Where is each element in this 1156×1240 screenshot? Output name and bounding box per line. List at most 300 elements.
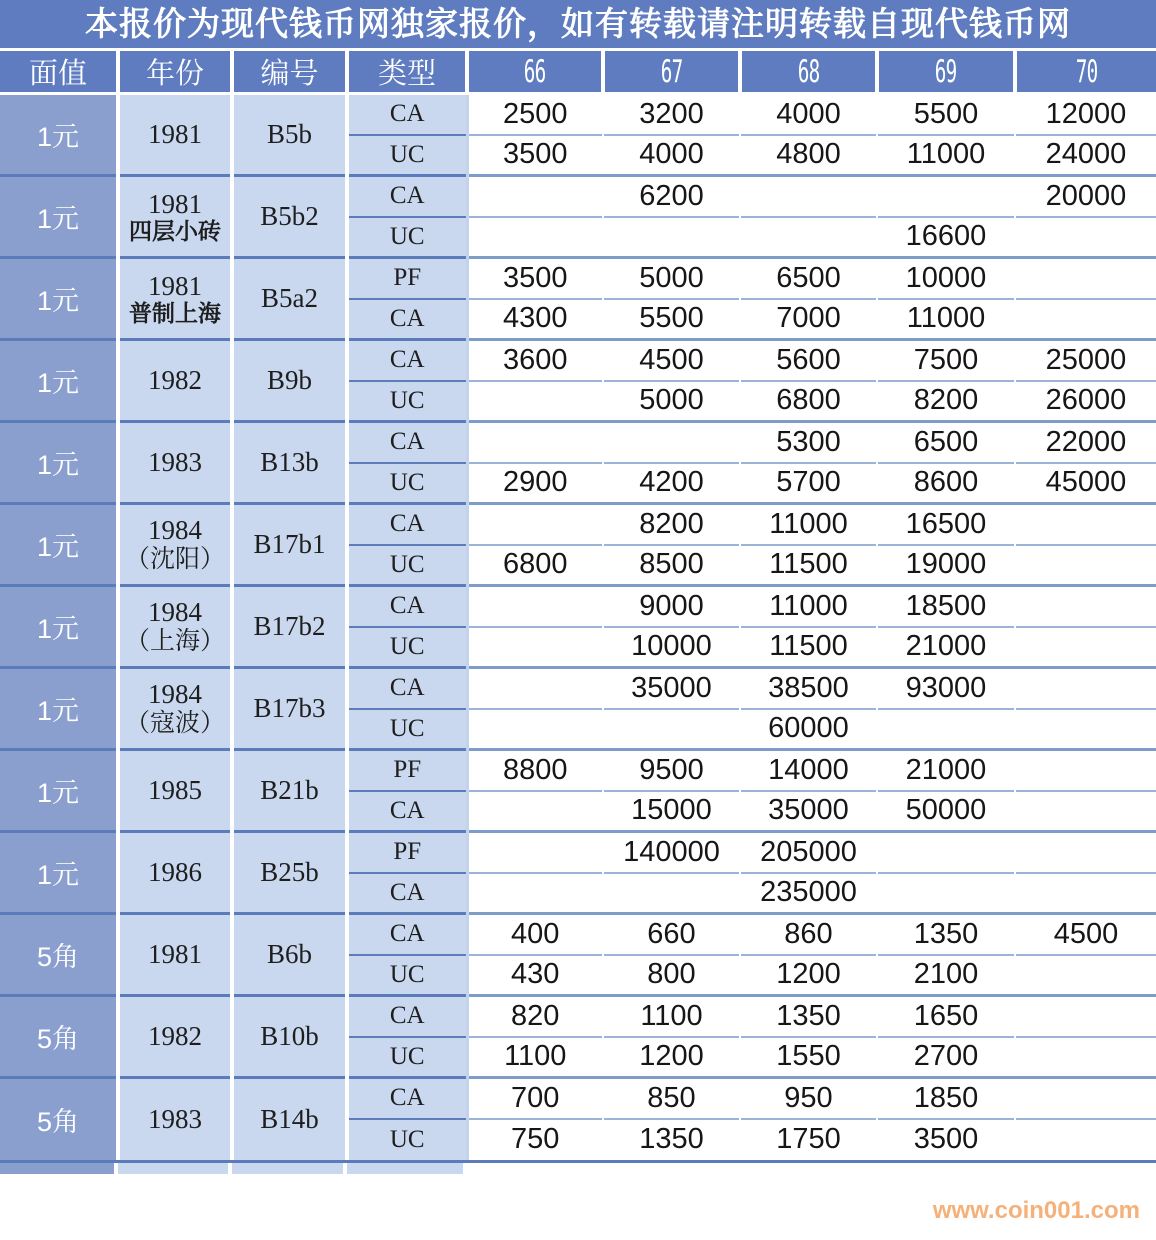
partial-face-cell [0, 1163, 118, 1174]
face-cell [0, 750, 118, 832]
year-value: 1981 [148, 939, 202, 970]
price-value: 6800 [776, 384, 841, 417]
type-cell [347, 1119, 467, 1160]
price-value: 400 [511, 917, 560, 950]
price-value: 25000 [1045, 343, 1127, 376]
code-value: B9b [266, 365, 312, 395]
price-value: 8200 [639, 507, 704, 540]
price-cell [877, 299, 1015, 340]
type-cell [347, 996, 467, 1037]
price-value: 860 [784, 917, 833, 950]
price-cell [1015, 299, 1156, 340]
price-value: 9000 [639, 589, 704, 622]
type-value: UC [389, 960, 425, 988]
price-table [0, 51, 1156, 1160]
price-cell [740, 340, 877, 381]
table-row [0, 668, 1156, 709]
type-value: CA [389, 674, 425, 702]
price-cell [740, 668, 877, 709]
type-value: CA [389, 428, 425, 456]
price-cell [467, 873, 603, 914]
column-header-label: 编号 [260, 58, 319, 90]
column-header-grade-67 [603, 51, 740, 94]
price-value: 10000 [905, 261, 987, 294]
code-cell [232, 176, 347, 258]
type-cell [347, 1078, 467, 1119]
code-value: B14b [260, 1103, 319, 1134]
type-cell [347, 1037, 467, 1078]
price-value: 4000 [776, 97, 841, 130]
price-cell [877, 1119, 1015, 1160]
price-value: 3500 [913, 1123, 979, 1155]
price-value: 5600 [776, 343, 841, 376]
price-cell [877, 340, 1015, 381]
price-value: 7000 [776, 302, 841, 335]
price-cell [1015, 627, 1156, 668]
type-value: CA [389, 304, 425, 332]
year-cell [118, 914, 232, 996]
price-value: 45000 [1045, 466, 1127, 499]
price-value: 6500 [913, 425, 979, 458]
code-value: B13b [260, 447, 319, 477]
column-header-year [118, 51, 232, 94]
price-cell [740, 832, 877, 873]
year-note: （上海） [124, 627, 225, 655]
face-cell [0, 258, 118, 340]
code-cell [232, 996, 347, 1078]
price-value: 16500 [905, 507, 987, 540]
price-cell [740, 217, 877, 258]
price-cell [603, 299, 740, 340]
code-cell [232, 914, 347, 996]
price-cell [1015, 955, 1156, 996]
type-value: UC [389, 468, 425, 496]
type-cell [347, 176, 467, 217]
column-header-type [347, 51, 467, 94]
bottom-partial-row [0, 1160, 1156, 1174]
price-cell [740, 750, 877, 791]
price-value: 60000 [768, 712, 849, 745]
price-cell [467, 996, 603, 1037]
price-cell [877, 914, 1015, 955]
price-value: 5500 [913, 97, 979, 130]
price-cell [877, 545, 1015, 586]
price-cell [740, 422, 877, 463]
price-value: 6800 [502, 548, 568, 581]
price-cell [467, 340, 603, 381]
type-cell [347, 832, 467, 873]
price-cell [740, 463, 877, 504]
price-cell [467, 750, 603, 791]
code-value: B17b3 [253, 693, 326, 723]
column-header-grade-70 [1015, 51, 1156, 94]
price-value: 50000 [905, 794, 987, 827]
price-value: 19000 [905, 548, 987, 581]
face-value: 1元 [36, 778, 80, 808]
price-cell [603, 832, 740, 873]
type-value: UC [389, 714, 425, 742]
price-value: 4500 [1053, 917, 1119, 950]
price-cell [467, 832, 603, 873]
year-value: 1981 [148, 270, 202, 301]
type-value: CA [389, 346, 425, 374]
code-value: B17b1 [253, 529, 326, 559]
year-value: 1982 [148, 365, 202, 396]
price-cell [1015, 504, 1156, 545]
face-cell [0, 176, 118, 258]
price-value: 1550 [776, 1040, 841, 1073]
code-value: B10b [260, 1021, 319, 1051]
partial-year-cell [118, 1163, 232, 1174]
price-cell [877, 381, 1015, 422]
price-cell [1015, 135, 1156, 176]
year-cell [118, 996, 232, 1078]
price-cell [603, 791, 740, 832]
code-value: B6b [266, 939, 312, 969]
price-value: 1100 [640, 999, 703, 1032]
price-cell [1015, 668, 1156, 709]
price-cell [1015, 258, 1156, 299]
price-cell [1015, 586, 1156, 627]
type-cell [347, 94, 467, 135]
year-note: 四层小砖 [129, 217, 221, 244]
price-cell [1015, 340, 1156, 381]
price-value: 16600 [905, 220, 987, 253]
type-cell [347, 791, 467, 832]
price-cell [740, 1037, 877, 1078]
type-value: CA [389, 592, 425, 620]
price-cell [467, 914, 603, 955]
price-cell [877, 463, 1015, 504]
price-value: 3500 [502, 138, 568, 171]
face-value: 1元 [36, 122, 80, 152]
price-cell [1015, 463, 1156, 504]
price-cell [740, 504, 877, 545]
price-value: 6500 [776, 261, 841, 294]
price-cell [603, 422, 740, 463]
face-value: 1元 [36, 286, 80, 316]
type-cell [347, 299, 467, 340]
face-cell [0, 668, 118, 750]
price-value: 38500 [768, 671, 849, 704]
price-cell [877, 1078, 1015, 1119]
type-cell [347, 463, 467, 504]
type-value: UC [389, 140, 425, 168]
type-cell [347, 914, 467, 955]
price-cell [877, 217, 1015, 258]
type-cell [347, 873, 467, 914]
price-cell [467, 299, 603, 340]
type-value: CA [389, 100, 425, 128]
price-value: 22000 [1045, 425, 1127, 458]
year-value: 1982 [148, 1021, 202, 1052]
year-cell [118, 504, 232, 586]
price-cell [740, 914, 877, 955]
table-row [0, 996, 1156, 1037]
price-cell [603, 135, 740, 176]
price-cell [740, 709, 877, 750]
face-cell [0, 504, 118, 586]
type-cell [347, 545, 467, 586]
price-cell [1015, 545, 1156, 586]
face-cell [0, 94, 118, 176]
price-cell [877, 258, 1015, 299]
price-cell [877, 955, 1015, 996]
price-value: 1350 [639, 1123, 704, 1155]
code-value: B5b [266, 119, 312, 149]
code-cell [232, 340, 347, 422]
price-cell [467, 504, 603, 545]
price-cell [603, 709, 740, 750]
price-cell [603, 873, 740, 914]
price-value: 950 [784, 1081, 833, 1114]
code-cell [232, 586, 347, 668]
table-row [0, 1078, 1156, 1119]
year-value: 1984 [148, 596, 202, 627]
partial-type-cell [347, 1163, 467, 1174]
price-cell [467, 422, 603, 463]
price-value: 21000 [905, 753, 987, 786]
year-value: 1981 [148, 119, 202, 150]
price-value: 26000 [1045, 384, 1127, 417]
column-header-label: 面值 [28, 58, 87, 90]
price-value: 205000 [760, 835, 857, 868]
price-cell [740, 586, 877, 627]
price-value: 1100 [504, 1040, 567, 1073]
price-value: 9500 [639, 753, 704, 786]
face-value: 1元 [36, 368, 80, 398]
price-value: 7500 [913, 343, 979, 376]
price-value: 2900 [502, 466, 568, 499]
price-cell [1015, 217, 1156, 258]
price-cell [603, 545, 740, 586]
table-row [0, 176, 1156, 217]
price-cell [1015, 996, 1156, 1037]
type-cell [347, 135, 467, 176]
price-value: 800 [647, 958, 696, 991]
page-title: 本报价为现代钱币网独家报价，如有转载请注明转载自现代钱币网 [0, 0, 1156, 48]
table-header-row [0, 51, 1156, 94]
code-cell [232, 750, 347, 832]
year-cell [118, 750, 232, 832]
price-value: 3200 [639, 97, 704, 130]
price-value: 11000 [769, 507, 848, 540]
column-header-label: 70 [1075, 53, 1098, 90]
price-value: 6200 [639, 179, 704, 212]
type-value: UC [389, 386, 425, 414]
type-cell [347, 340, 467, 381]
price-cell [877, 750, 1015, 791]
price-value: 5500 [639, 302, 704, 335]
year-cell [118, 586, 232, 668]
price-cell [740, 873, 877, 914]
code-value: B5b2 [260, 201, 319, 231]
face-value: 1元 [36, 696, 80, 726]
face-cell [0, 914, 118, 996]
year-cell [118, 94, 232, 176]
price-cell [603, 1037, 740, 1078]
face-cell [0, 586, 118, 668]
price-cell [877, 832, 1015, 873]
type-value: CA [389, 1002, 425, 1030]
column-header-face [0, 51, 118, 94]
price-value: 5700 [776, 466, 841, 499]
price-cell [467, 545, 603, 586]
price-cell [603, 1078, 740, 1119]
price-cell [1015, 1078, 1156, 1119]
type-value: UC [389, 1042, 425, 1070]
year-value: 1985 [148, 775, 202, 806]
type-value: UC [389, 632, 425, 660]
year-cell [118, 258, 232, 340]
price-cell [877, 1037, 1015, 1078]
price-value: 21000 [905, 630, 987, 663]
code-cell [232, 832, 347, 914]
year-cell [118, 340, 232, 422]
type-value: CA [389, 182, 425, 210]
price-cell [877, 135, 1015, 176]
code-cell [232, 258, 347, 340]
code-value: B25b [260, 857, 319, 887]
price-cell [467, 1078, 603, 1119]
face-value: 1元 [36, 614, 80, 644]
type-cell [347, 627, 467, 668]
price-value: 430 [511, 958, 560, 991]
price-value: 35000 [768, 794, 849, 827]
partial-data-cell [467, 1163, 1156, 1174]
price-cell [603, 340, 740, 381]
column-header-grade-69 [877, 51, 1015, 94]
price-cell [740, 996, 877, 1037]
price-cell [877, 873, 1015, 914]
price-value: 2500 [502, 97, 568, 130]
price-value: 820 [511, 999, 560, 1032]
year-value: 1983 [148, 1104, 202, 1135]
face-cell [0, 1078, 118, 1160]
face-cell [0, 832, 118, 914]
price-cell [740, 94, 877, 135]
price-value: 11000 [769, 589, 848, 622]
price-cell [603, 504, 740, 545]
face-value: 1元 [36, 450, 80, 480]
price-cell [603, 996, 740, 1037]
year-cell [118, 1078, 232, 1160]
price-cell [1015, 914, 1156, 955]
price-value: 1350 [913, 917, 979, 950]
code-value: B21b [260, 775, 319, 805]
price-cell [740, 545, 877, 586]
type-cell [347, 709, 467, 750]
price-cell [740, 135, 877, 176]
face-value: 5角 [36, 1024, 80, 1054]
year-value: 1981 [148, 188, 202, 219]
price-value: 750 [511, 1123, 560, 1155]
year-cell [118, 176, 232, 258]
type-value: CA [389, 796, 425, 824]
price-cell [877, 586, 1015, 627]
price-value: 8200 [913, 384, 979, 417]
year-value: 1983 [148, 447, 202, 478]
type-value: CA [389, 920, 425, 948]
price-cell [877, 709, 1015, 750]
price-value: 5300 [776, 425, 841, 458]
price-cell [740, 176, 877, 217]
type-value: CA [389, 510, 425, 538]
type-cell [347, 750, 467, 791]
year-note: （沈阳） [124, 545, 225, 573]
face-value: 1元 [36, 532, 80, 562]
price-cell [603, 1119, 740, 1160]
type-value: UC [389, 1125, 425, 1153]
price-value: 2700 [913, 1040, 979, 1073]
price-cell [603, 258, 740, 299]
price-value: 235000 [760, 876, 857, 909]
face-value: 1元 [36, 860, 80, 890]
price-cell [603, 217, 740, 258]
code-cell [232, 668, 347, 750]
price-cell [740, 791, 877, 832]
year-value: 1984 [148, 678, 202, 709]
column-header-label: 66 [524, 53, 546, 90]
table-row [0, 504, 1156, 545]
type-cell [347, 504, 467, 545]
price-cell [467, 258, 603, 299]
price-cell [467, 709, 603, 750]
price-value: 850 [647, 1081, 696, 1114]
price-value: 3500 [502, 261, 568, 294]
year-value: 1986 [148, 857, 202, 888]
column-header-label: 年份 [145, 58, 204, 90]
code-cell [232, 94, 347, 176]
price-cell [1015, 750, 1156, 791]
price-value: 140000 [623, 835, 720, 868]
price-value: 1650 [913, 999, 979, 1032]
price-cell [603, 668, 740, 709]
price-cell [467, 627, 603, 668]
price-cell [603, 586, 740, 627]
type-cell [347, 381, 467, 422]
price-value: 35000 [631, 671, 712, 704]
type-value: PF [393, 264, 422, 292]
type-value: CA [389, 878, 425, 906]
price-cell [877, 94, 1015, 135]
price-cell [1015, 1037, 1156, 1078]
type-value: UC [389, 550, 425, 578]
column-header-label: 67 [660, 53, 683, 90]
price-cell [467, 381, 603, 422]
column-header-label: 类型 [377, 58, 436, 90]
price-cell [740, 1119, 877, 1160]
type-cell [347, 586, 467, 627]
table-row [0, 586, 1156, 627]
type-value: CA [389, 1084, 425, 1112]
column-header-grade-68 [740, 51, 877, 94]
price-cell [740, 299, 877, 340]
partial-code-cell [232, 1163, 347, 1174]
price-cell [877, 668, 1015, 709]
price-cell [467, 217, 603, 258]
face-value: 5角 [36, 1106, 80, 1137]
column-header-grade-66 [467, 51, 603, 94]
table-row [0, 94, 1156, 135]
price-value: 4200 [639, 466, 704, 499]
price-value: 1200 [776, 958, 841, 991]
price-value: 15000 [631, 794, 712, 827]
price-cell [1015, 1119, 1156, 1160]
price-cell [603, 463, 740, 504]
year-cell [118, 668, 232, 750]
price-cell [467, 94, 603, 135]
